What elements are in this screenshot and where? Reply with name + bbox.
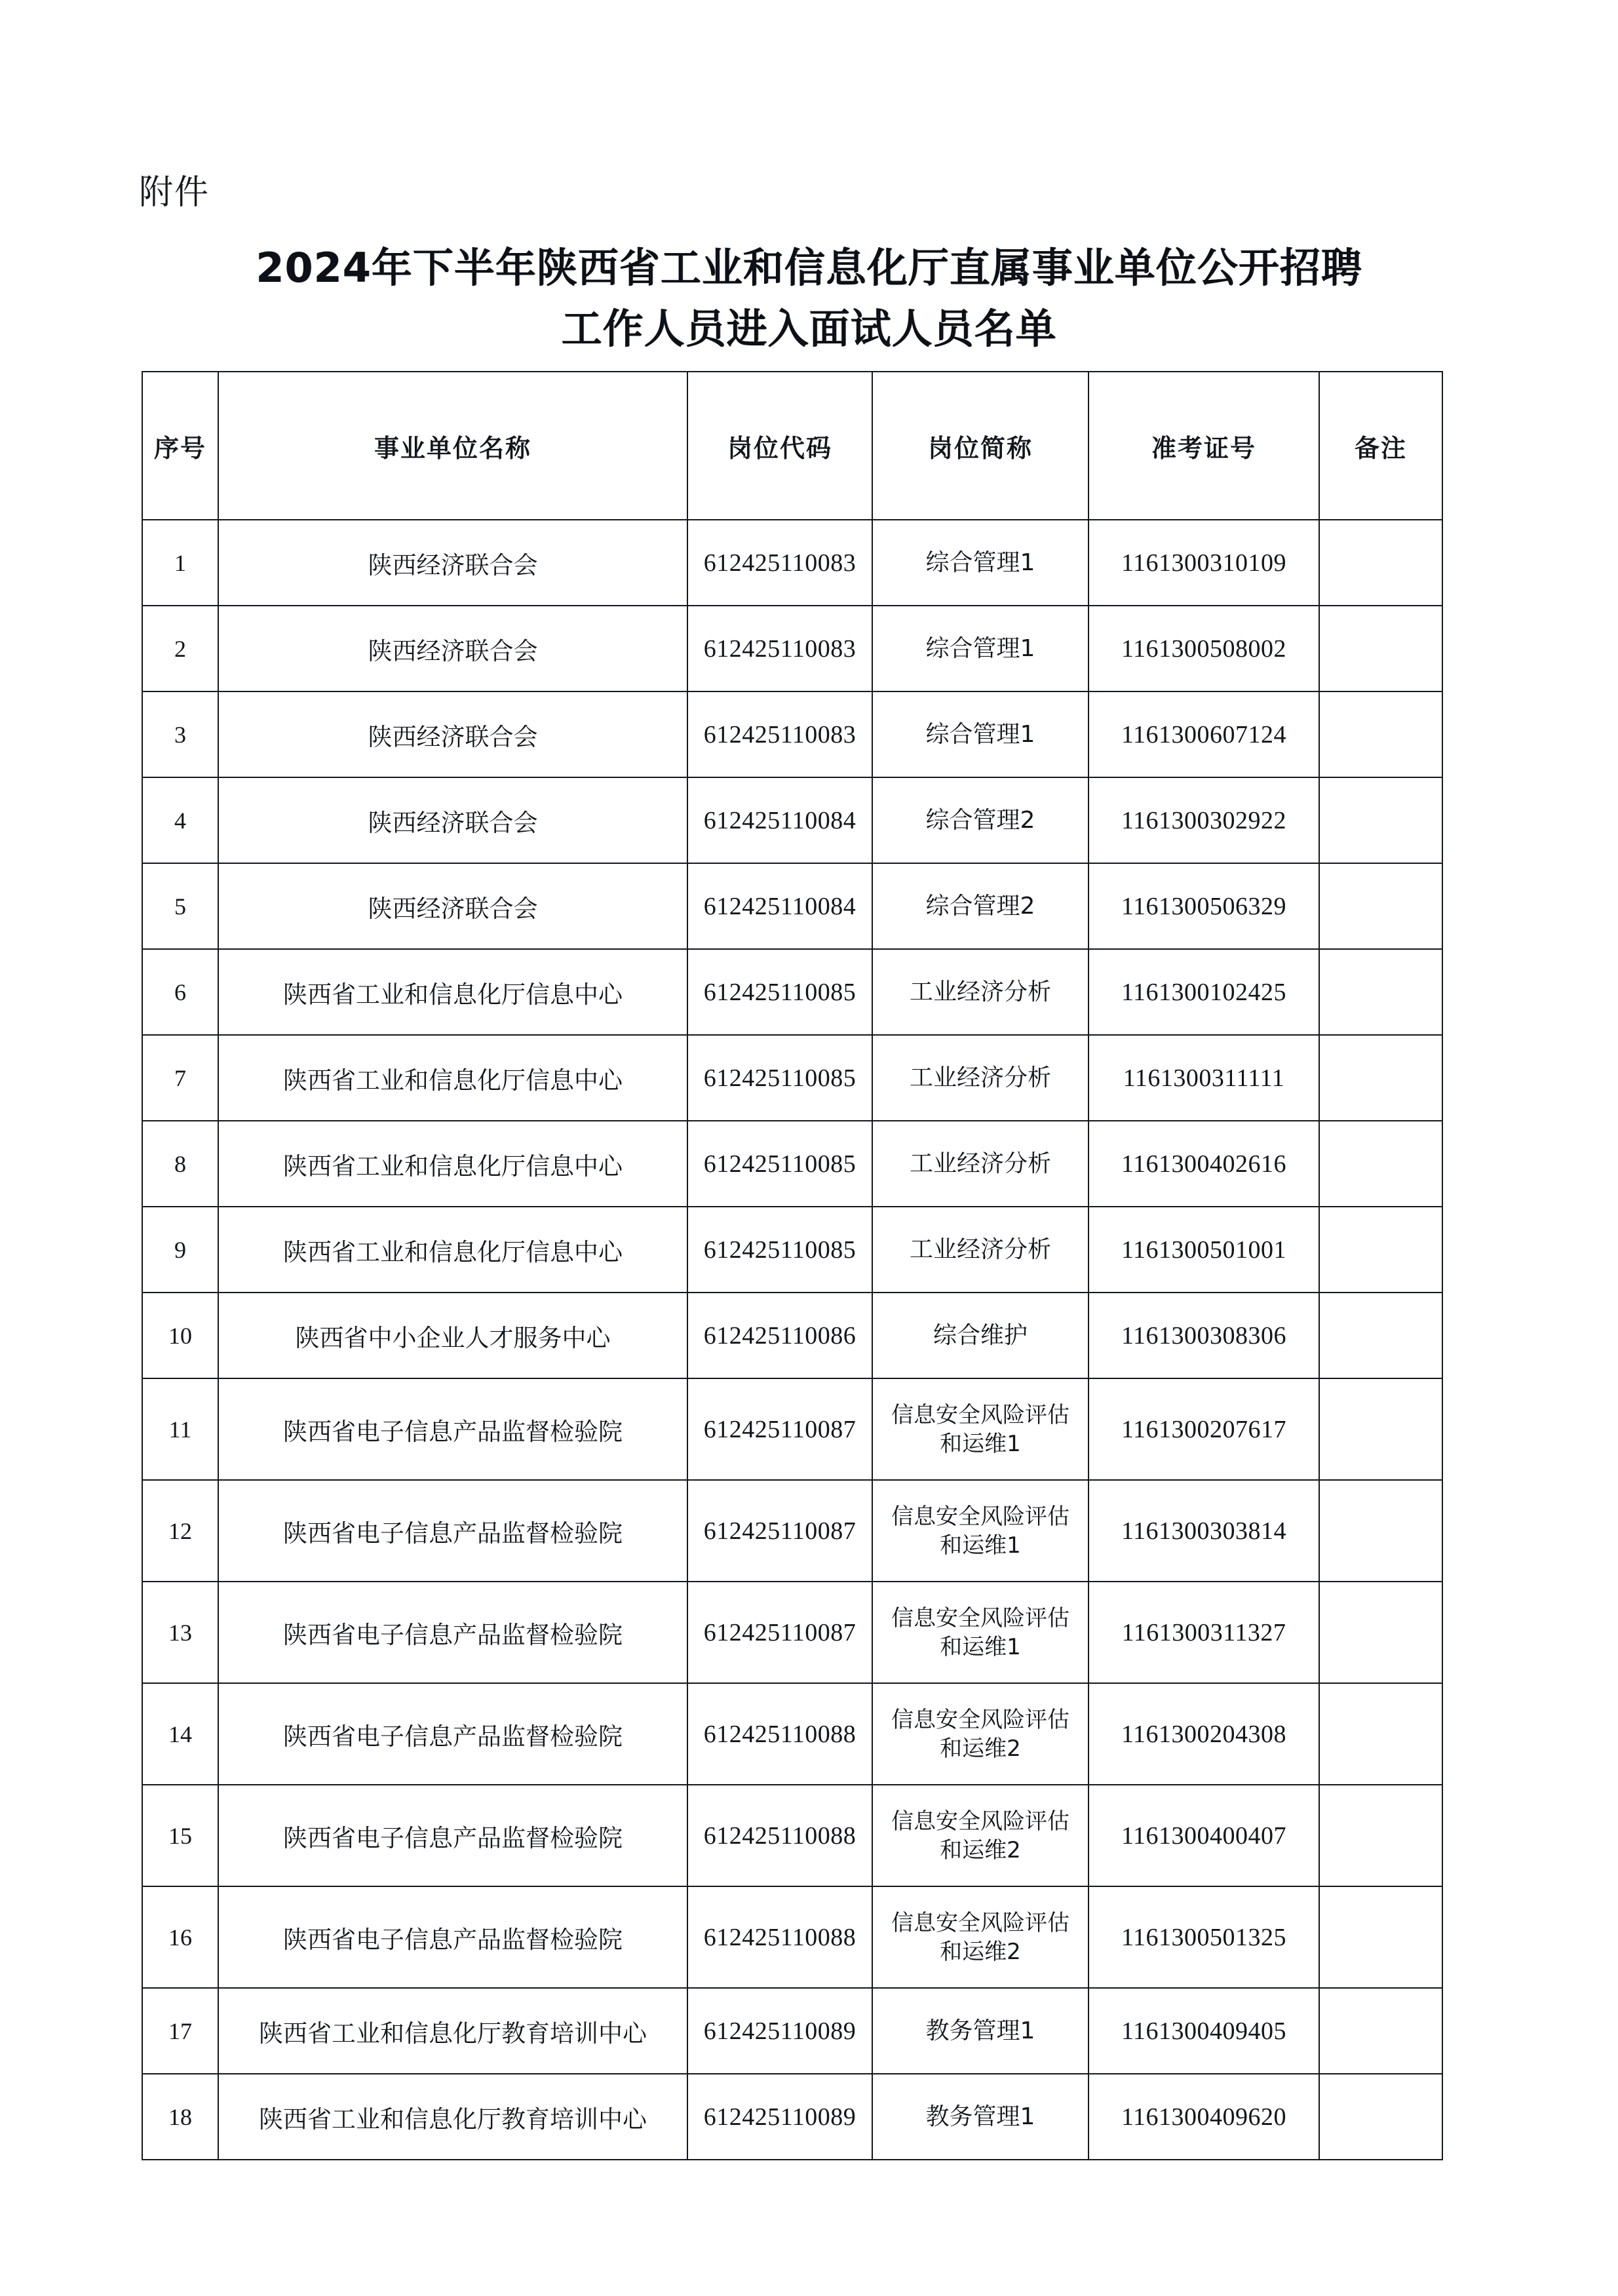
table-row xyxy=(142,1207,1442,1293)
cell-seq: 14 xyxy=(142,1683,218,1785)
cell-note xyxy=(1319,1293,1442,1378)
cell-unit-name: 陕西省工业和信息化厅教育培训中心 xyxy=(218,1988,687,2074)
attachment-label: 附件 xyxy=(139,173,210,212)
table-row xyxy=(142,863,1442,949)
table-row xyxy=(142,1683,1442,1785)
cell-position-short-name-line-1: 信息安全风险评估 xyxy=(891,1503,1069,1530)
cell-admission-ticket-number: 1161300402616 xyxy=(1088,1121,1319,1207)
cell-position-short-name-line-1: 信息安全风险评估 xyxy=(891,1909,1069,1936)
cell-admission-ticket-number: 1161300303814 xyxy=(1088,1480,1319,1582)
cell-note xyxy=(1319,606,1442,691)
cell-admission-ticket-number: 1161300607124 xyxy=(1088,691,1319,777)
column-header-note: 备注 xyxy=(1319,372,1442,520)
cell-note xyxy=(1319,863,1442,949)
cell-unit-name: 陕西经济联合会 xyxy=(218,863,687,949)
cell-position-short-name-line-1: 信息安全风险评估 xyxy=(891,1808,1069,1835)
cell-position-code: 612425110083 xyxy=(687,606,872,691)
cell-seq: 17 xyxy=(142,1988,218,2074)
cell-seq: 6 xyxy=(142,949,218,1035)
roster-table-body xyxy=(142,520,1442,2160)
cell-position-short-name: 综合维护 xyxy=(872,1293,1088,1378)
cell-position-short-name-line-2: 和运维1 xyxy=(940,1633,1021,1660)
cell-position-code: 612425110084 xyxy=(687,777,872,863)
cell-note xyxy=(1319,1378,1442,1480)
cell-position-short-name-line-2: 和运维1 xyxy=(940,1532,1021,1559)
cell-position-short-name: 综合管理1 xyxy=(872,691,1088,777)
cell-note xyxy=(1319,949,1442,1035)
cell-position-short-name-line-2: 和运维1 xyxy=(940,1430,1021,1457)
cell-admission-ticket-number: 1161300501001 xyxy=(1088,1207,1319,1293)
cell-unit-name: 陕西省工业和信息化厅信息中心 xyxy=(218,1207,687,1293)
cell-position-code: 612425110088 xyxy=(687,1785,872,1886)
table-row xyxy=(142,1785,1442,1886)
cell-position-code: 612425110084 xyxy=(687,863,872,949)
cell-position-code: 612425110088 xyxy=(687,1683,872,1785)
roster-table-head xyxy=(142,372,1442,520)
cell-position-short-name-line-1: 信息安全风险评估 xyxy=(891,1605,1069,1631)
cell-position-short-name-line-2: 和运维2 xyxy=(940,1837,1021,1863)
cell-note xyxy=(1319,520,1442,606)
table-row xyxy=(142,606,1442,691)
cell-position-code: 612425110087 xyxy=(687,1480,872,1582)
table-row xyxy=(142,1480,1442,1582)
cell-position-short-name: 工业经济分析 xyxy=(872,949,1088,1035)
cell-seq: 11 xyxy=(142,1378,218,1480)
cell-position-short-name xyxy=(872,1378,1088,1480)
cell-admission-ticket-number: 1161300506329 xyxy=(1088,863,1319,949)
cell-position-code: 612425110087 xyxy=(687,1582,872,1683)
cell-note xyxy=(1319,1683,1442,1785)
cell-seq: 5 xyxy=(142,863,218,949)
cell-seq: 12 xyxy=(142,1480,218,1582)
table-row xyxy=(142,1293,1442,1378)
cell-unit-name: 陕西省电子信息产品监督检验院 xyxy=(218,1683,687,1785)
cell-unit-name: 陕西经济联合会 xyxy=(218,520,687,606)
cell-note xyxy=(1319,1035,1442,1121)
cell-admission-ticket-number: 1161300311111 xyxy=(1088,1035,1319,1121)
cell-position-code: 612425110085 xyxy=(687,1035,872,1121)
column-header-code: 岗位代码 xyxy=(687,372,872,520)
cell-admission-ticket-number: 1161300409620 xyxy=(1088,2074,1319,2160)
cell-seq: 10 xyxy=(142,1293,218,1378)
table-row xyxy=(142,1035,1442,1121)
cell-position-code: 612425110089 xyxy=(687,1988,872,2074)
cell-note xyxy=(1319,1480,1442,1582)
cell-note xyxy=(1319,1582,1442,1683)
cell-admission-ticket-number: 1161300302922 xyxy=(1088,777,1319,863)
cell-unit-name: 陕西省工业和信息化厅信息中心 xyxy=(218,949,687,1035)
cell-seq: 2 xyxy=(142,606,218,691)
table-row xyxy=(142,1121,1442,1207)
cell-position-short-name: 工业经济分析 xyxy=(872,1207,1088,1293)
cell-unit-name: 陕西经济联合会 xyxy=(218,606,687,691)
cell-position-code: 612425110083 xyxy=(687,691,872,777)
cell-unit-name: 陕西经济联合会 xyxy=(218,691,687,777)
cell-position-short-name: 工业经济分析 xyxy=(872,1035,1088,1121)
cell-unit-name: 陕西经济联合会 xyxy=(218,777,687,863)
cell-admission-ticket-number: 1161300409405 xyxy=(1088,1988,1319,2074)
cell-seq: 9 xyxy=(142,1207,218,1293)
cell-unit-name: 陕西省中小企业人才服务中心 xyxy=(218,1293,687,1378)
cell-admission-ticket-number: 1161300207617 xyxy=(1088,1378,1319,1480)
cell-note xyxy=(1319,1121,1442,1207)
cell-admission-ticket-number: 1161300501325 xyxy=(1088,1886,1319,1988)
cell-note xyxy=(1319,777,1442,863)
cell-admission-ticket-number: 1161300310109 xyxy=(1088,520,1319,606)
cell-seq: 3 xyxy=(142,691,218,777)
cell-position-short-name: 工业经济分析 xyxy=(872,1121,1088,1207)
cell-position-short-name: 综合管理1 xyxy=(872,520,1088,606)
cell-position-short-name-line-1: 信息安全风险评估 xyxy=(891,1706,1069,1733)
cell-position-short-name: 教务管理1 xyxy=(872,1988,1088,2074)
cell-admission-ticket-number: 1161300308306 xyxy=(1088,1293,1319,1378)
table-header-row xyxy=(142,372,1442,520)
cell-position-short-name xyxy=(872,1886,1088,1988)
column-header-short: 岗位简称 xyxy=(872,372,1088,520)
cell-position-short-name: 综合管理2 xyxy=(872,777,1088,863)
cell-position-code: 612425110086 xyxy=(687,1293,872,1378)
page-title-line-2: 工作人员进入面试人员名单 xyxy=(561,305,1057,353)
cell-position-short-name xyxy=(872,1785,1088,1886)
cell-seq: 7 xyxy=(142,1035,218,1121)
cell-unit-name: 陕西省电子信息产品监督检验院 xyxy=(218,1378,687,1480)
cell-position-short-name xyxy=(872,1582,1088,1683)
cell-unit-name: 陕西省工业和信息化厅教育培训中心 xyxy=(218,2074,687,2160)
cell-admission-ticket-number: 1161300508002 xyxy=(1088,606,1319,691)
cell-seq: 8 xyxy=(142,1121,218,1207)
cell-seq: 15 xyxy=(142,1785,218,1886)
cell-position-short-name-line-2: 和运维2 xyxy=(940,1938,1021,1965)
cell-position-code: 612425110088 xyxy=(687,1886,872,1988)
cell-seq: 4 xyxy=(142,777,218,863)
table-row xyxy=(142,1886,1442,1988)
table-row xyxy=(142,1582,1442,1683)
cell-position-short-name: 综合管理2 xyxy=(872,863,1088,949)
page-title-line-1: 2024年下半年陕西省工业和信息化厅直属事业单位公开招聘 xyxy=(256,244,1362,292)
roster-table xyxy=(142,371,1443,2160)
cell-position-short-name xyxy=(872,1480,1088,1582)
cell-position-code: 612425110083 xyxy=(687,520,872,606)
cell-position-code: 612425110085 xyxy=(687,1207,872,1293)
column-header-unit: 事业单位名称 xyxy=(218,372,687,520)
cell-note xyxy=(1319,691,1442,777)
cell-unit-name: 陕西省工业和信息化厅信息中心 xyxy=(218,1035,687,1121)
cell-note xyxy=(1319,1207,1442,1293)
cell-unit-name: 陕西省电子信息产品监督检验院 xyxy=(218,1480,687,1582)
cell-position-short-name xyxy=(872,1683,1088,1785)
cell-note xyxy=(1319,2074,1442,2160)
cell-note xyxy=(1319,1988,1442,2074)
table-row xyxy=(142,520,1442,606)
cell-admission-ticket-number: 1161300311327 xyxy=(1088,1582,1319,1683)
table-row xyxy=(142,691,1442,777)
cell-admission-ticket-number: 1161300102425 xyxy=(1088,949,1319,1035)
cell-position-short-name: 综合管理1 xyxy=(872,606,1088,691)
roster-table-container xyxy=(142,371,1442,2160)
cell-note xyxy=(1319,1886,1442,1988)
column-header-admit: 准考证号 xyxy=(1088,372,1319,520)
cell-position-code: 612425110085 xyxy=(687,1121,872,1207)
cell-seq: 16 xyxy=(142,1886,218,1988)
cell-seq: 1 xyxy=(142,520,218,606)
table-row xyxy=(142,949,1442,1035)
page-title xyxy=(0,237,1618,359)
table-row xyxy=(142,777,1442,863)
cell-unit-name: 陕西省电子信息产品监督检验院 xyxy=(218,1785,687,1886)
cell-unit-name: 陕西省工业和信息化厅信息中心 xyxy=(218,1121,687,1207)
cell-position-short-name: 教务管理1 xyxy=(872,2074,1088,2160)
cell-admission-ticket-number: 1161300204308 xyxy=(1088,1683,1319,1785)
column-header-seq: 序号 xyxy=(142,372,218,520)
table-row xyxy=(142,2074,1442,2160)
cell-position-short-name-line-1: 信息安全风险评估 xyxy=(891,1401,1069,1428)
cell-position-code: 612425110085 xyxy=(687,949,872,1035)
cell-unit-name: 陕西省电子信息产品监督检验院 xyxy=(218,1582,687,1683)
cell-position-code: 612425110087 xyxy=(687,1378,872,1480)
cell-note xyxy=(1319,1785,1442,1886)
cell-seq: 18 xyxy=(142,2074,218,2160)
cell-position-code: 612425110089 xyxy=(687,2074,872,2160)
table-row xyxy=(142,1378,1442,1480)
cell-position-short-name-line-2: 和运维2 xyxy=(940,1735,1021,1762)
cell-seq: 13 xyxy=(142,1582,218,1683)
cell-admission-ticket-number: 1161300400407 xyxy=(1088,1785,1319,1886)
table-row xyxy=(142,1988,1442,2074)
cell-unit-name: 陕西省电子信息产品监督检验院 xyxy=(218,1886,687,1988)
